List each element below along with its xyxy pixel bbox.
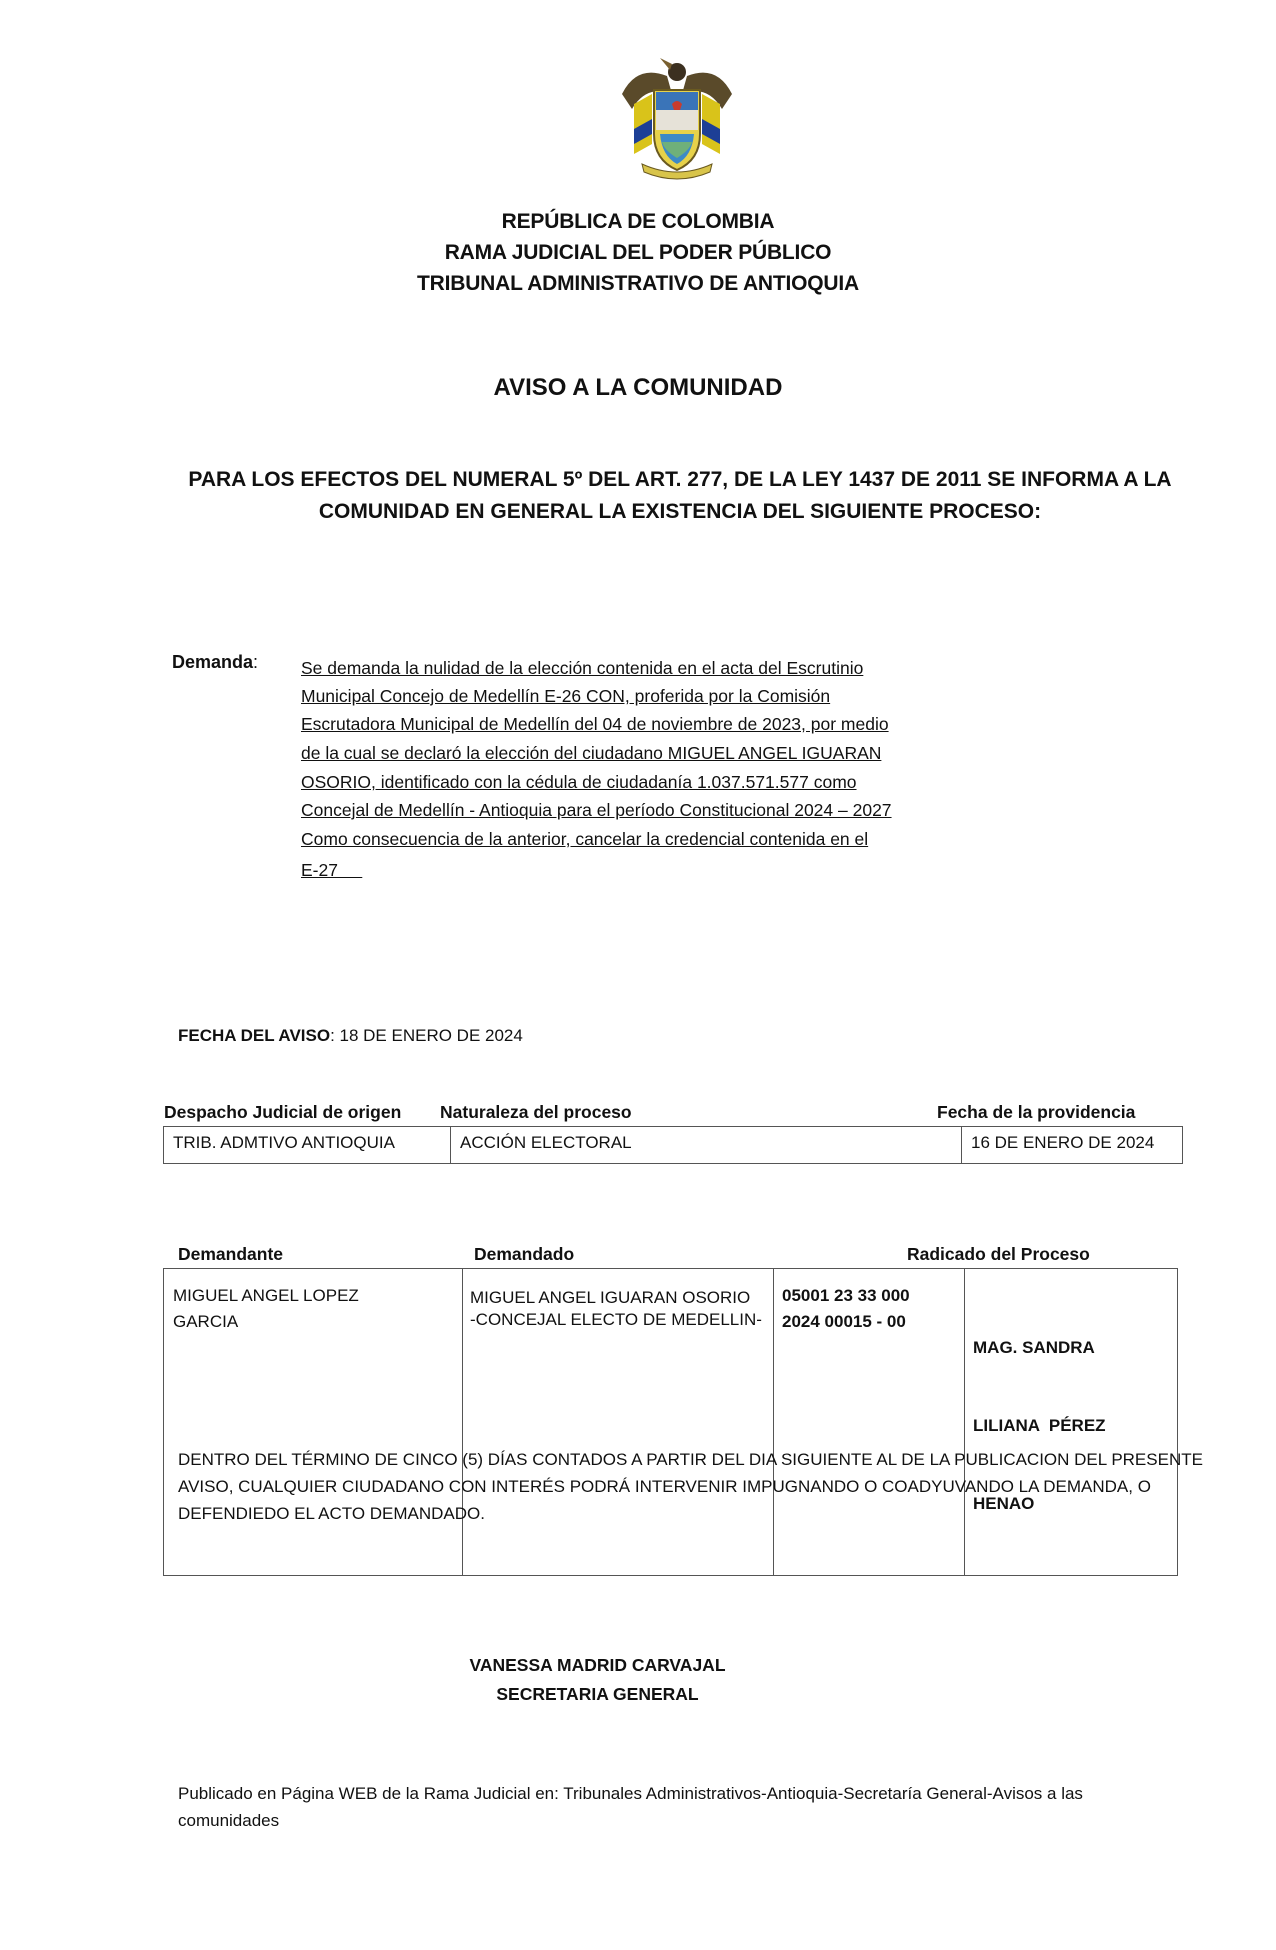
intro-line-2: COMUNIDAD EN GENERAL LA EXISTENCIA DEL SIGUIENTE PROCESO: [318,500,1042,523]
demanda-line: de la cual se declaró la elección del ciudadano MIGUEL ANGEL IGUARAN [301,743,882,763]
table2-cell-demandado [463,1269,774,1576]
signature-role: SECRETARIA GENERAL [496,1684,699,1704]
table-row [164,1269,1178,1576]
table2-header-demandante: Demandante [178,1244,284,1264]
fecha-aviso [178,1026,523,1046]
table2-header-radicado: Radicado del Proceso [907,1244,1090,1264]
notice-line: DENTRO DEL TÉRMINO DE CINCO (5) DÍAS CONTADOS A PARTIR DEL DIA SIGUIENTE AL DE LA PUBLICACION DEL PRESENTE [178,1450,1203,1469]
demandado-line: -CONCEJAL ELECTO DE MEDELLIN- [470,1310,762,1329]
table1-cell-despacho: TRIB. ADMTIVO ANTIOQUIA [164,1127,451,1164]
table-parties [163,1268,1178,1576]
demanda-label: Demanda [172,652,254,672]
magistrado-line: MAG. SANDRA [973,1338,1095,1357]
table1-header-fecha: Fecha de la providencia [937,1102,1136,1122]
table2-cell-radicado [774,1269,965,1576]
demanda-line: Concejal de Medellín - Antioquia para el período Constitucional 2024 – 2027 [301,800,892,820]
radicado-line: 2024 00015 - 00 [782,1312,906,1331]
demandante-line: GARCIA [173,1312,239,1331]
demanda-line: Se demanda la nulidad de la elección contenida en el acta del Escrutinio [301,658,864,678]
fecha-aviso-label: FECHA DEL AVISO [178,1026,331,1045]
magistrado-line: HENAO [973,1494,1035,1513]
header-branch: RAMA JUDICIAL DEL PODER PÚBLICO [444,241,832,264]
demanda-label-group [172,652,258,673]
demanda-line: Escrutadora Municipal de Medellín del 04 de noviembre de 2023, por medio [301,714,889,734]
demanda-colon: : [253,652,259,672]
demanda-line: Como consecuencia de la anterior, cancelar la credencial contenida en el [301,829,869,849]
demandado-line: MIGUEL ANGEL IGUARAN OSORIO [470,1288,751,1307]
table2-cell-demandante [164,1269,463,1576]
table1-header-naturaleza: Naturaleza del proceso [440,1102,632,1122]
table2-cell-magistrado [965,1269,1178,1576]
signature-name: VANESSA MADRID CARVAJAL [469,1655,726,1675]
table1-header-despacho: Despacho Judicial de origen [164,1102,402,1122]
publication-note [178,1780,1198,1834]
demanda-line: OSORIO, identificado con la cédula de ciudadanía 1.037.571.577 como [301,772,857,792]
header-country: REPÚBLICA DE COLOMBIA [501,210,775,233]
table-row [164,1127,1183,1164]
magistrado-line: LILIANA PÉREZ [973,1416,1106,1435]
publication-line: Publicado en Página WEB de la Rama Judicial en: Tribunales Administrativos-Antioquia-Secretaría General-Avisos a las [178,1784,1083,1803]
intro-line-1: PARA LOS EFECTOS DEL NUMERAL 5º DEL ART. 277, DE LA LEY 1437 DE 2011 SE INFORMA A LA [188,468,1172,491]
notice-line: AVISO, CUALQUIER CIUDADANO CON INTERÉS PODRÁ INTERVENIR IMPUGNANDO O COADYUVANDO LA DEMANDA, O [178,1477,1151,1496]
coat-of-arms-icon [612,54,742,184]
publication-line: comunidades [178,1811,280,1830]
header-tribunal: TRIBUNAL ADMINISTRATIVO DE ANTIOQUIA [417,272,859,295]
demandante-line: MIGUEL ANGEL LOPEZ [173,1286,359,1305]
demanda-line: E-27 [301,860,363,880]
notice-paragraph [178,1446,1203,1527]
notice-line: DEFENDIEDO EL ACTO DEMANDADO. [178,1504,485,1523]
radicado-line: 05001 23 33 000 [782,1286,910,1305]
table2-header-demandado: Demandado [474,1244,575,1264]
table-process-origin [163,1126,1183,1164]
table1-cell-fecha: 16 DE ENERO DE 2024 [962,1127,1183,1164]
demanda-line: Municipal Concejo de Medellín E-26 CON, proferida por la Comisión [301,686,831,706]
page-title: AVISO A LA COMUNIDAD [493,374,783,401]
table1-cell-naturaleza: ACCIÓN ELECTORAL [451,1127,962,1164]
fecha-aviso-value: : 18 DE ENERO DE 2024 [330,1026,523,1045]
